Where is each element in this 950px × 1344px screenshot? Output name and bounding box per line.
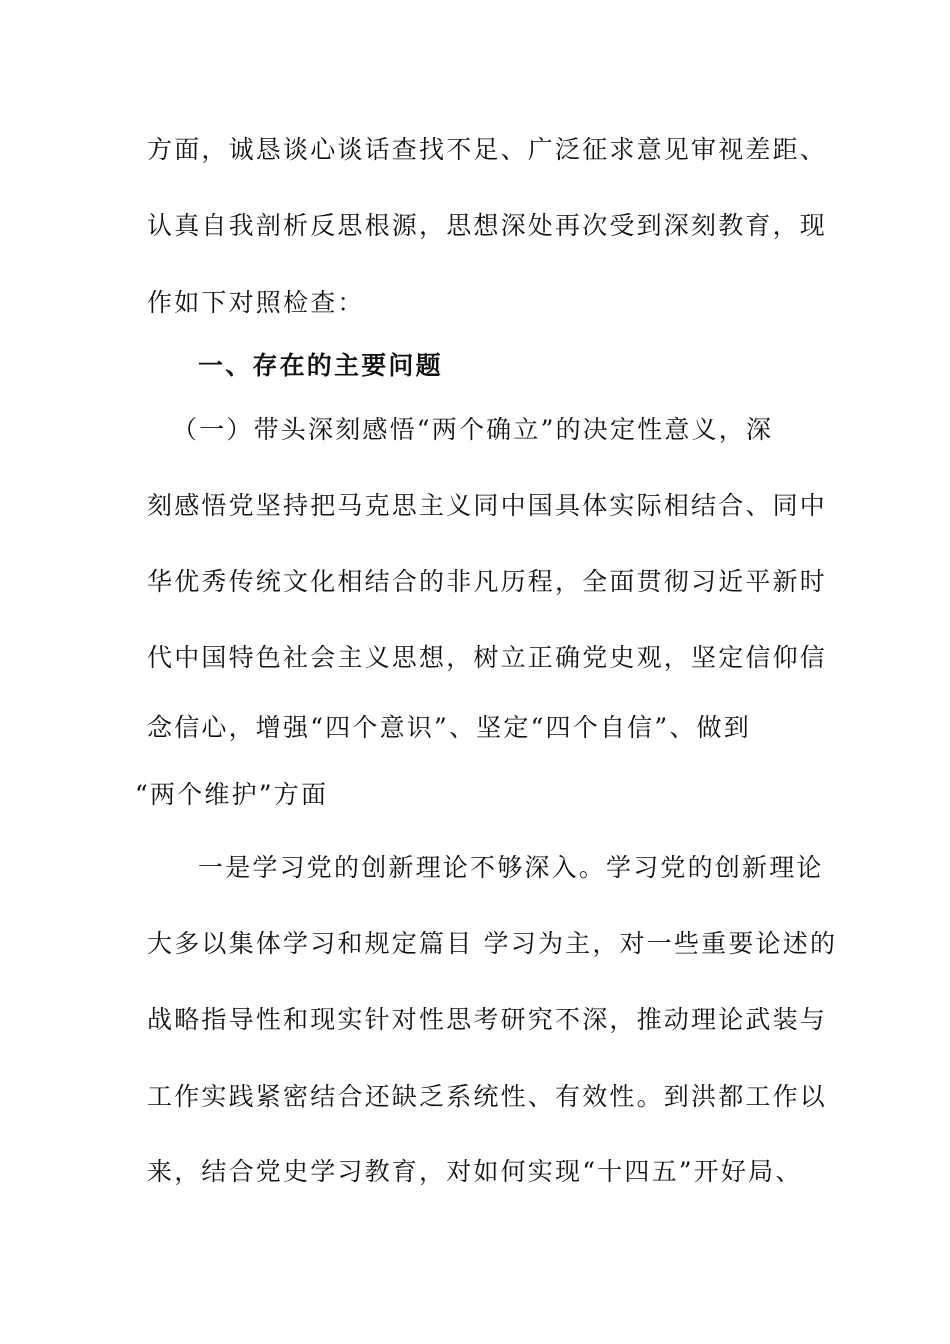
paragraph-line: 代中国特色社会主义思想，树立正确党史观，坚定信仰信 bbox=[147, 643, 828, 672]
paragraph-line: “两个维护”方面 bbox=[135, 780, 329, 809]
paragraph-line: 作如下对照检查： bbox=[147, 288, 365, 317]
paragraph-line: 念信心，增强“四个意识”、坚定“四个自信”、做到 bbox=[147, 713, 751, 742]
paragraph-line: 方面，诚恳谈心谈话查找不足、广泛征求意见审视差距、 bbox=[147, 135, 828, 164]
paragraph-line: 华优秀传统文化相结合的非凡历程，全面贯彻习近平新时 bbox=[147, 567, 828, 596]
paragraph-line: 来，结合党史学习教育，对如何实现“十四五”开好局、 bbox=[147, 1157, 803, 1186]
paragraph-line: 工作实践紧密结合还缺乏系统性、有效性。到洪都工作以 bbox=[147, 1082, 828, 1111]
paragraph-line: 战略指导性和现实针对性思考研究不深，推动理论武装与 bbox=[147, 1005, 828, 1034]
section-heading: 一、存在的主要问题 bbox=[198, 351, 443, 380]
paragraph-line: 认真自我剖析反思根源，思想深处再次受到深刻教育，现 bbox=[147, 211, 828, 240]
subsection-heading: （一）带头深刻感悟“两个确立”的决定性意义，深 bbox=[172, 415, 774, 444]
paragraph-line: 一是学习党的创新理论不够深入。学习党的创新理论 bbox=[198, 853, 824, 882]
paragraph-line: 刻感悟党坚持把马克思主义同中国具体实际相结合、同中 bbox=[147, 491, 828, 520]
paragraph-line: 大多以集体学习和规定篇目 学习为主，对一些重要论述的 bbox=[147, 929, 838, 958]
